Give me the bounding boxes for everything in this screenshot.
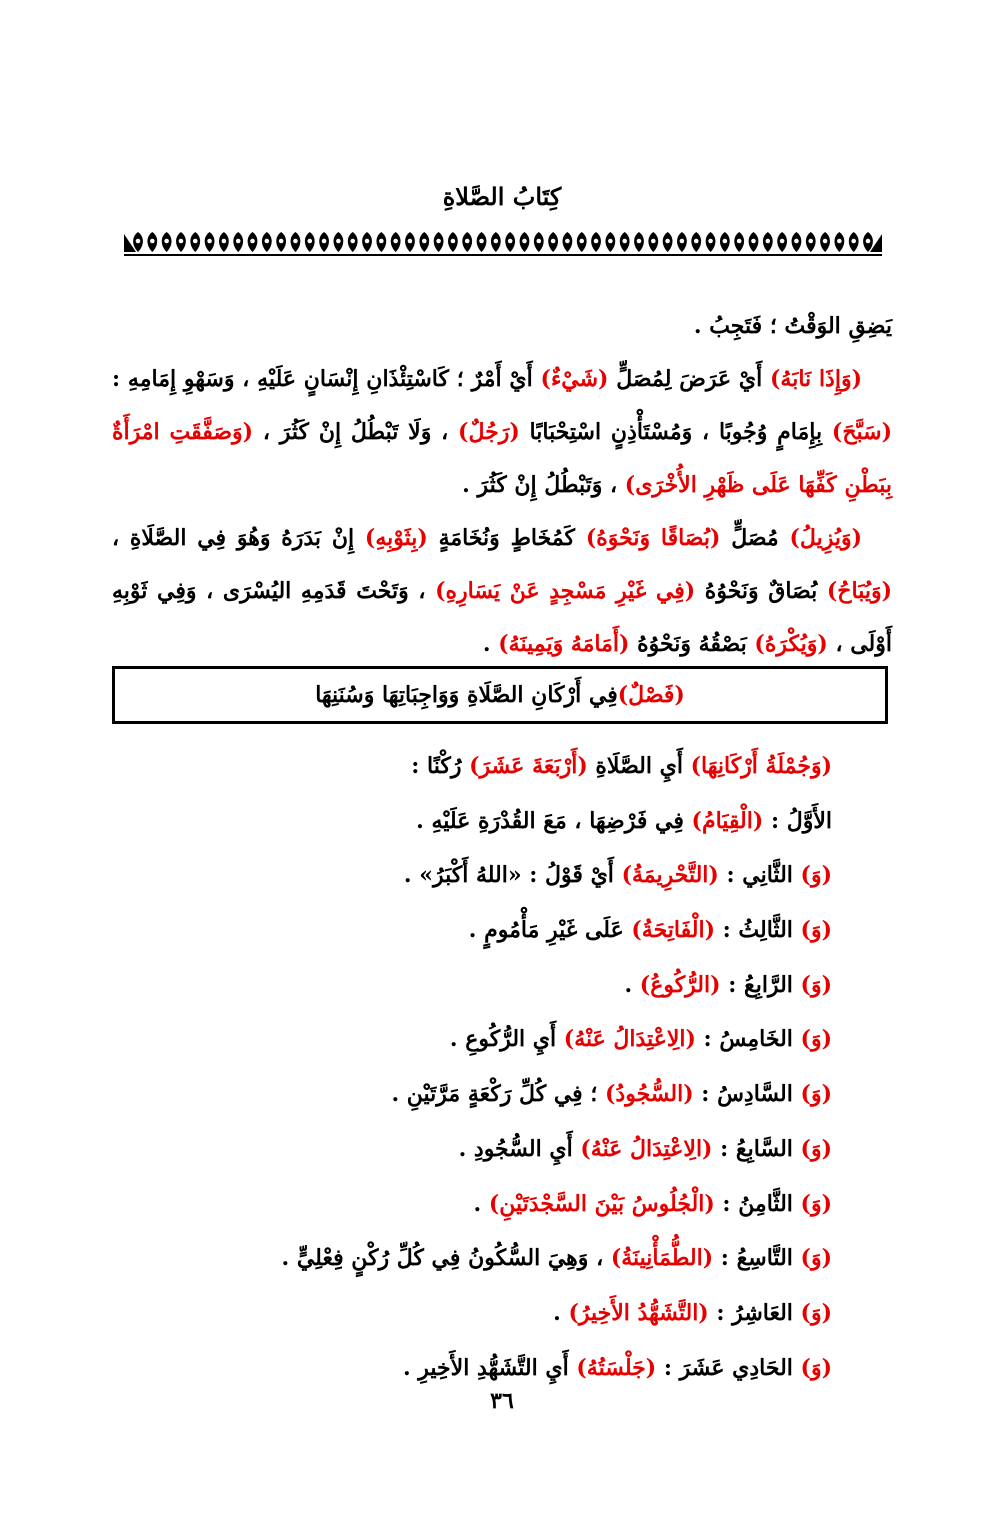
highlighted-matn-text: (الِاعْتِدَالُ عَنْهُ) <box>563 1026 696 1053</box>
commentary-text: أَيْ أَمْرٌ ؛ كَاسْتِئْذَانِ إِنْسَانٍ عَلَيْهِ ، وَسَهْوِ إِمَامِهِ : <box>112 366 541 392</box>
list-item <box>112 1293 832 1348</box>
commentary-text: كَمُخَاطٍ وَنُخَامَةٍ <box>427 525 586 551</box>
commentary-text: العَاشِرُ : <box>708 1299 801 1326</box>
highlighted-matn-text: (فِي غَيْرِ مَسْجِدٍ عَنْ يَسَارِهِ) <box>435 578 696 604</box>
ornament-dot <box>737 239 742 244</box>
ornament-dot <box>665 239 670 244</box>
commentary-text: أَيِ التَّشَهُّدِ الأَخِيرِ . <box>402 1354 577 1381</box>
list-item <box>112 1184 832 1239</box>
ornament-dot <box>708 239 713 244</box>
ornament-dot <box>436 239 441 244</box>
highlighted-matn-text: (شَيْءٌ) <box>540 366 609 392</box>
highlighted-matn-text: (وَيُكْرَهُ) <box>754 631 828 657</box>
commentary-text: . <box>624 971 640 998</box>
commentary-text: ؛ فِي كُلِّ رَكْعَةٍ مَرَّتَيْنِ . <box>391 1081 606 1108</box>
highlighted-matn-text: (الطُّمَأْنِينَةُ) <box>610 1245 714 1272</box>
commentary-text: أَيِ السُّجُودِ . <box>458 1135 581 1162</box>
highlighted-matn-text: (فَصْلٌ) <box>617 682 685 708</box>
ornament-dot <box>236 239 241 244</box>
ornament-dot <box>279 239 284 244</box>
ornament-dot <box>379 239 384 244</box>
ornament-dot <box>193 239 198 244</box>
ornament-dot <box>723 239 728 244</box>
list-item <box>112 965 832 1020</box>
ornament-dot <box>622 239 627 244</box>
commentary-text: أَيِ الصَّلَاةِ <box>587 753 691 779</box>
commentary-text: السَّادِسُ : <box>693 1081 801 1108</box>
highlighted-matn-text: (أَمَامَهُ وَيَمِينَهُ) <box>498 631 630 657</box>
paragraph <box>112 300 892 353</box>
ornament-dot <box>265 239 270 244</box>
highlighted-matn-text: (وَ) <box>800 1081 832 1108</box>
highlighted-matn-text: (وَ) <box>800 1026 832 1053</box>
highlighted-matn-text: (الْجُلُوسُ بَيْنَ السَّجْدَتَيْنِ) <box>488 1190 715 1217</box>
commentary-text: ، وَتَبْطُلُ إِنْ كَثُرَ . <box>462 472 625 498</box>
ornament-dot <box>851 239 856 244</box>
ornament-dot <box>422 239 427 244</box>
ornament-dot <box>136 239 141 244</box>
list-item <box>112 801 832 856</box>
ornament-dot <box>823 239 828 244</box>
ornament-dot <box>608 239 613 244</box>
list-item <box>112 910 832 965</box>
list-item <box>112 1019 832 1074</box>
ornament-dot <box>322 239 327 244</box>
highlighted-matn-text: (وَصَفَّقَتِ امْرَأَةٌ بِبَطْنِ كَفِّهَا عَلَى ظَهْرِ الأُخْرَى) <box>112 419 892 498</box>
commentary-text: الثَّانِي : <box>718 862 801 889</box>
highlighted-matn-text: (الرُّكُوعُ) <box>639 971 721 998</box>
running-title: كِتَابُ الصَّلاةِ <box>442 182 562 211</box>
ornament-dot <box>579 239 584 244</box>
ornament-dot <box>551 239 556 244</box>
commentary-text: أَيِ الرُّكُوعِ . <box>449 1026 564 1053</box>
ornament-dot <box>751 239 756 244</box>
commentary-text: أَيْ عَرَضَ لِمُصَلٍّ <box>608 366 770 392</box>
ornament-dot <box>393 239 398 244</box>
highlighted-matn-text: (رَجُلٌ) <box>458 419 520 445</box>
highlighted-matn-text: (وَجُمْلَةُ أَرْكَانِهَا) <box>690 753 832 779</box>
ornament-dot <box>222 239 227 244</box>
highlighted-matn-text: (وَيُبَاحُ) <box>826 578 892 604</box>
commentary-text: بَصْقُهُ وَنَحْوُهُ <box>629 631 755 657</box>
ornament-divider <box>120 228 886 258</box>
body-text <box>112 300 892 671</box>
highlighted-matn-text: (التَّحْرِيمَةُ) <box>621 862 719 889</box>
list-item <box>112 1074 832 1129</box>
ornament-dot <box>250 239 255 244</box>
highlighted-matn-text: (وَ) <box>800 862 832 889</box>
highlighted-matn-text: (الْقِيَامُ) <box>691 807 764 834</box>
highlighted-matn-text: (وَ) <box>800 1245 832 1272</box>
ornament-dot <box>293 239 298 244</box>
ornament-dot <box>179 239 184 244</box>
highlighted-matn-text: (أَرْبَعَةَ عَشَرَ) <box>469 753 588 779</box>
highlighted-matn-text: (وَ) <box>800 917 832 944</box>
ornament-dot <box>365 239 370 244</box>
pillars-list <box>112 746 832 1402</box>
ornament-dot <box>508 239 513 244</box>
ornament-dot <box>780 239 785 244</box>
commentary-text: فِي أَرْكَانِ الصَّلَاةِ وَوَاجِبَاتِهَا وَسُنَنِهَا <box>315 682 618 708</box>
paragraph <box>112 512 892 671</box>
ornament-dot <box>408 239 413 244</box>
commentary-text: إِنْ بَدَرَهُ وَهُوَ فِي الصَّلَاةِ ، <box>112 525 365 551</box>
ornament-dot <box>866 239 871 244</box>
commentary-text: الرَّابِعُ : <box>720 971 801 998</box>
page-number: ٣٦ <box>490 1388 514 1414</box>
ornament-dot <box>594 239 599 244</box>
commentary-text: الثَّالِثُ : <box>714 917 801 944</box>
commentary-text: أَيْ قَوْلُ : «اللهُ أَكْبَرُ» . <box>403 862 622 889</box>
ornament-dot <box>350 239 355 244</box>
highlighted-matn-text: (الْفَاتِحَةُ) <box>631 917 715 944</box>
ornament-dot <box>536 239 541 244</box>
commentary-text: ، وَلَا تَبْطُلُ إِنْ كَثُرَ ، <box>253 419 459 445</box>
ornament-dot <box>479 239 484 244</box>
ornament-dot <box>766 239 771 244</box>
paragraph <box>112 353 892 512</box>
ornament-dot <box>694 239 699 244</box>
commentary-text: . <box>473 1190 489 1217</box>
commentary-text: الخَامِسُ : <box>695 1026 801 1053</box>
list-item <box>112 1238 832 1293</box>
commentary-text: عَلَى غَيْرِ مَأْمُومٍ . <box>468 917 632 944</box>
ornament-dot <box>150 239 155 244</box>
commentary-text: رُكْنًا : <box>411 753 470 779</box>
list-item <box>112 746 832 801</box>
highlighted-matn-text: (سَبَّحَ) <box>831 419 892 445</box>
highlighted-matn-text: (جَلْسَتُهُ) <box>576 1354 657 1381</box>
ornament-dot <box>680 239 685 244</box>
commentary-text: الحَادِي عَشَرَ : <box>656 1354 801 1381</box>
commentary-text: مُصَلٍّ <box>720 525 790 551</box>
ornament-dot <box>637 239 642 244</box>
highlighted-matn-text: (وَيُزِيلُ) <box>789 525 863 551</box>
ornament-dot <box>794 239 799 244</box>
ornament-dot <box>565 239 570 244</box>
highlighted-matn-text: (بُصَاقًا وَنَحْوَهُ) <box>585 525 721 551</box>
commentary-text: التَّاسِعُ : <box>713 1245 801 1272</box>
ornament-dot <box>307 239 312 244</box>
list-item <box>112 1129 832 1184</box>
ornament-dot <box>494 239 499 244</box>
ornament-dot <box>164 239 169 244</box>
commentary-text: الثَّامِنُ : <box>714 1190 801 1217</box>
highlighted-matn-text: (وَ) <box>800 1190 832 1217</box>
highlighted-matn-text: (بِثَوْبِهِ) <box>364 525 428 551</box>
ornament-dot <box>336 239 341 244</box>
commentary-text: فِي فَرْضِهَا ، مَعَ القُدْرَةِ عَلَيْهِ . <box>416 807 692 834</box>
commentary-text: ، وَهِيَ السُّكُونُ فِي كُلِّ رُكْنٍ فِعْلِيٍّ . <box>281 1245 611 1272</box>
ornament-dot <box>808 239 813 244</box>
ornament-dot <box>837 239 842 244</box>
commentary-text: بُصَاقٌ وَنَحْوُهُ <box>695 578 827 604</box>
ornament-dot <box>465 239 470 244</box>
highlighted-matn-text: (التَّشَهُّدُ الأَخِيرُ) <box>568 1299 709 1326</box>
commentary-text: . <box>482 631 499 657</box>
highlighted-matn-text: (وَ) <box>800 1354 832 1381</box>
highlighted-matn-text: (الِاعْتِدَالُ عَنْهُ) <box>580 1135 713 1162</box>
highlighted-matn-text: (وَ) <box>800 1135 832 1162</box>
list-item <box>112 855 832 910</box>
commentary-text: السَّابِعُ : <box>712 1135 801 1162</box>
commentary-text: . <box>553 1299 569 1326</box>
commentary-text: يَضِقِ الوَقْتُ ؛ فَتَجِبُ . <box>693 313 892 339</box>
highlighted-matn-text: (وَ) <box>800 971 832 998</box>
commentary-text: الأَوَّلُ : <box>763 807 832 834</box>
highlighted-matn-text: (وَإِذَا نَابَهُ) <box>770 366 863 392</box>
ornament-dot <box>651 239 656 244</box>
commentary-text: ، وَتَحْتَ قَدَمِهِ اليُسْرَى ، وَفِي ثَوْبِهِ أَوْلَى ، <box>112 578 892 657</box>
commentary-text: بِإِمَامٍ وُجُوبًا ، وَمُسْتَأْذِنٍ اسْتِحْبَابًا <box>519 419 832 445</box>
ornament-dot <box>522 239 527 244</box>
section-heading <box>112 666 888 724</box>
highlighted-matn-text: (وَ) <box>800 1299 832 1326</box>
ornament-dot <box>207 239 212 244</box>
highlighted-matn-text: (السُّجُودُ) <box>605 1081 694 1108</box>
ornament-dot <box>451 239 456 244</box>
